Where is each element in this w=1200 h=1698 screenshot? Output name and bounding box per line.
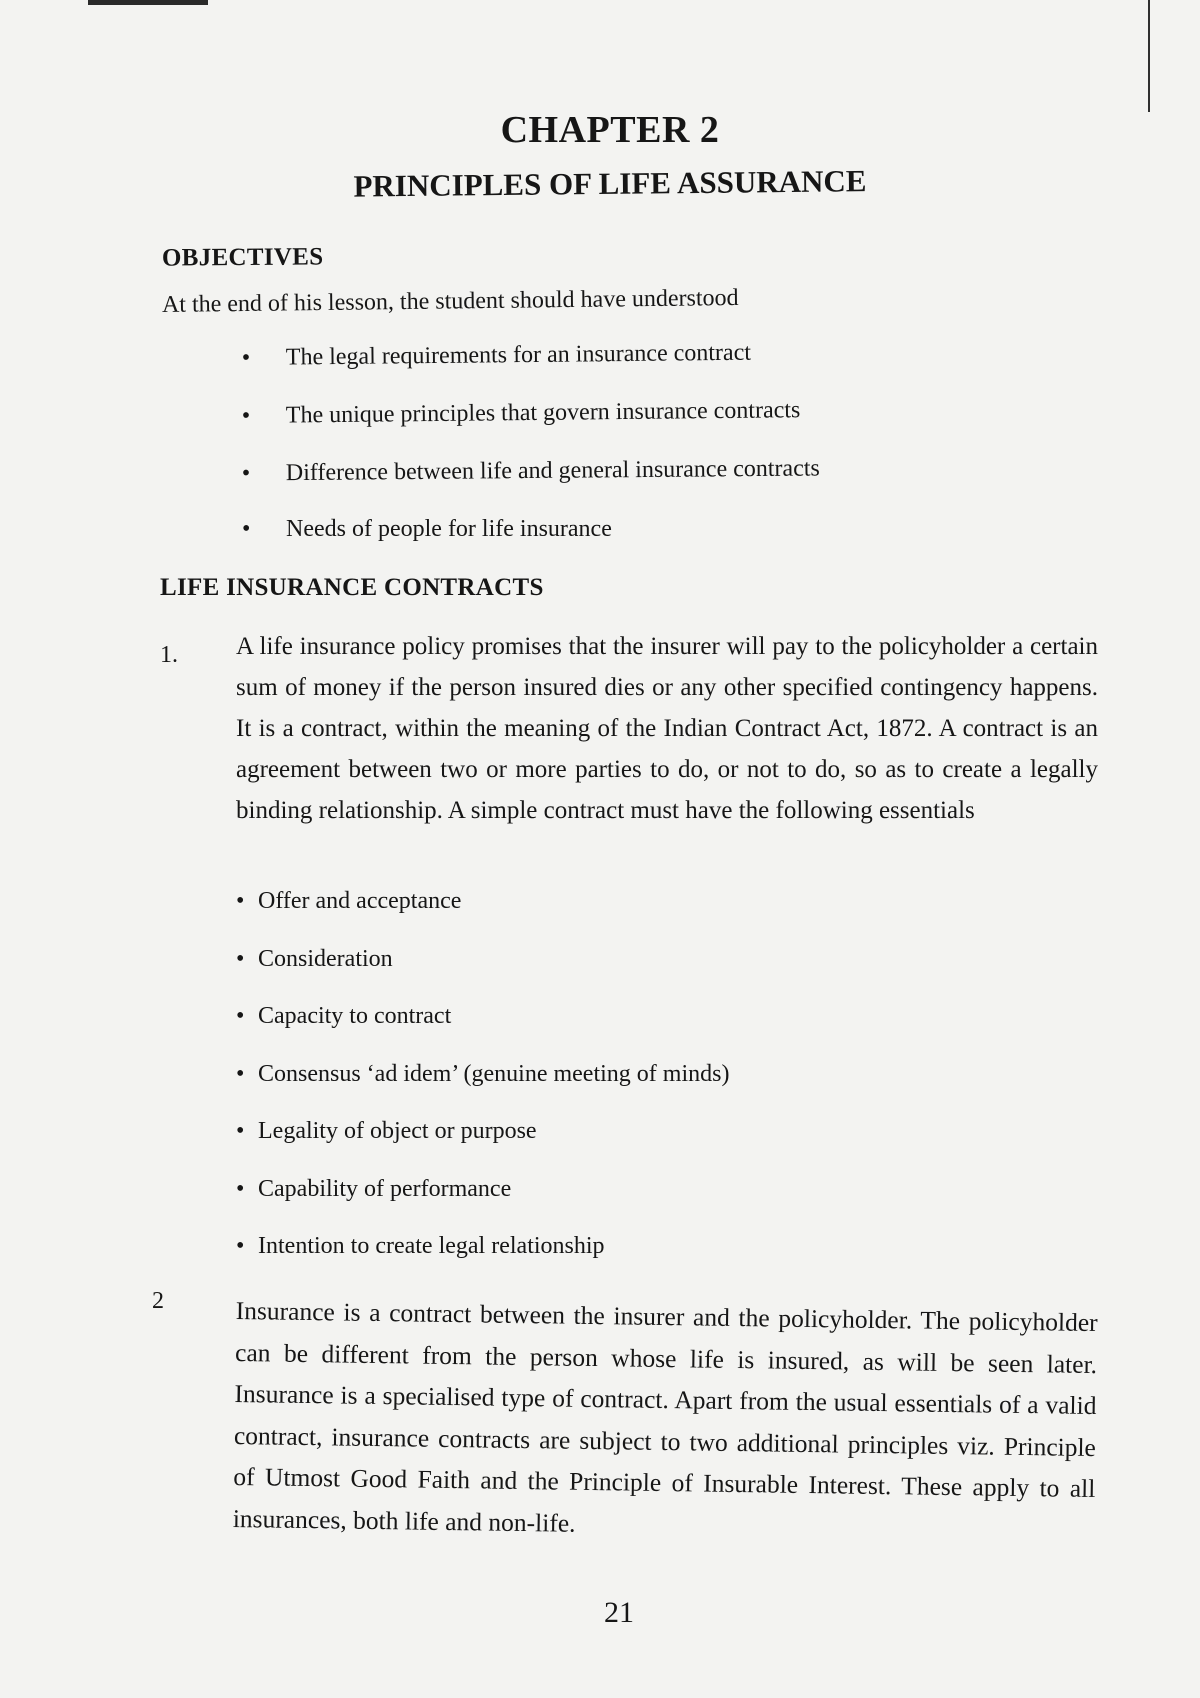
objective-item: • The legal requirements for an insurance contract xyxy=(240,339,821,403)
essential-item: • Offer and acceptance xyxy=(232,888,729,946)
objectives-list xyxy=(240,339,820,574)
chapter-title: PRINCIPLES OF LIFE ASSURANCE xyxy=(353,163,867,204)
paragraph-text: Insurance is a contract between the insurer and the policyholder. The policyholder can be different from the person whose life is insured, as will be seen later. Insurance is a specialised type of contract. Apart from the usual essentials of a valid contract, insurance contracts are subject to two additional principles viz. Principle of Utmost Good Faith and the Principle of Insurable Interest. These apply to all insurances, both life and non-life. xyxy=(232,1295,1098,1538)
objectives-heading: OBJECTIVES xyxy=(161,243,324,272)
page-number: 21 xyxy=(604,1596,634,1629)
paragraph-text: A life insurance policy promises that the insurer will pay to the policyholder a certain sum of money if the person insured dies or any other specified contingency happens. It is a contract, within the meaning of the Indian Contract Act, 1872. A contract is an agreement between two or more parties to do, or not to do, so as to create a legally binding relationship. A simple contract must have the following essentials xyxy=(236,633,1098,824)
essential-item: • Intention to create legal relationship xyxy=(232,1233,729,1291)
objective-item: • The unique principles that govern insurance contracts xyxy=(240,397,821,461)
essential-item: • Consensus ‘ad idem’ (genuine meeting of minds) xyxy=(232,1061,729,1119)
essentials-list xyxy=(232,888,729,1291)
essential-item: • Legality of object or purpose xyxy=(232,1118,729,1176)
objective-item: • Needs of people for life insurance xyxy=(240,516,820,574)
essential-item: • Consideration xyxy=(232,946,729,1004)
chapter-number: CHAPTER 2 xyxy=(500,109,720,151)
life-insurance-contracts-heading: LIFE INSURANCE CONTRACTS xyxy=(160,574,544,601)
essential-item: • Capacity to contract xyxy=(232,1003,729,1061)
objectives-intro: At the end of his lesson, the student should have understood xyxy=(161,284,739,318)
objective-item: • Difference between life and general insurance contracts xyxy=(240,455,820,518)
paragraph-number: 2 xyxy=(152,1288,164,1314)
paragraph-number: 1. xyxy=(160,642,178,668)
essential-item: • Capability of performance xyxy=(232,1176,729,1234)
